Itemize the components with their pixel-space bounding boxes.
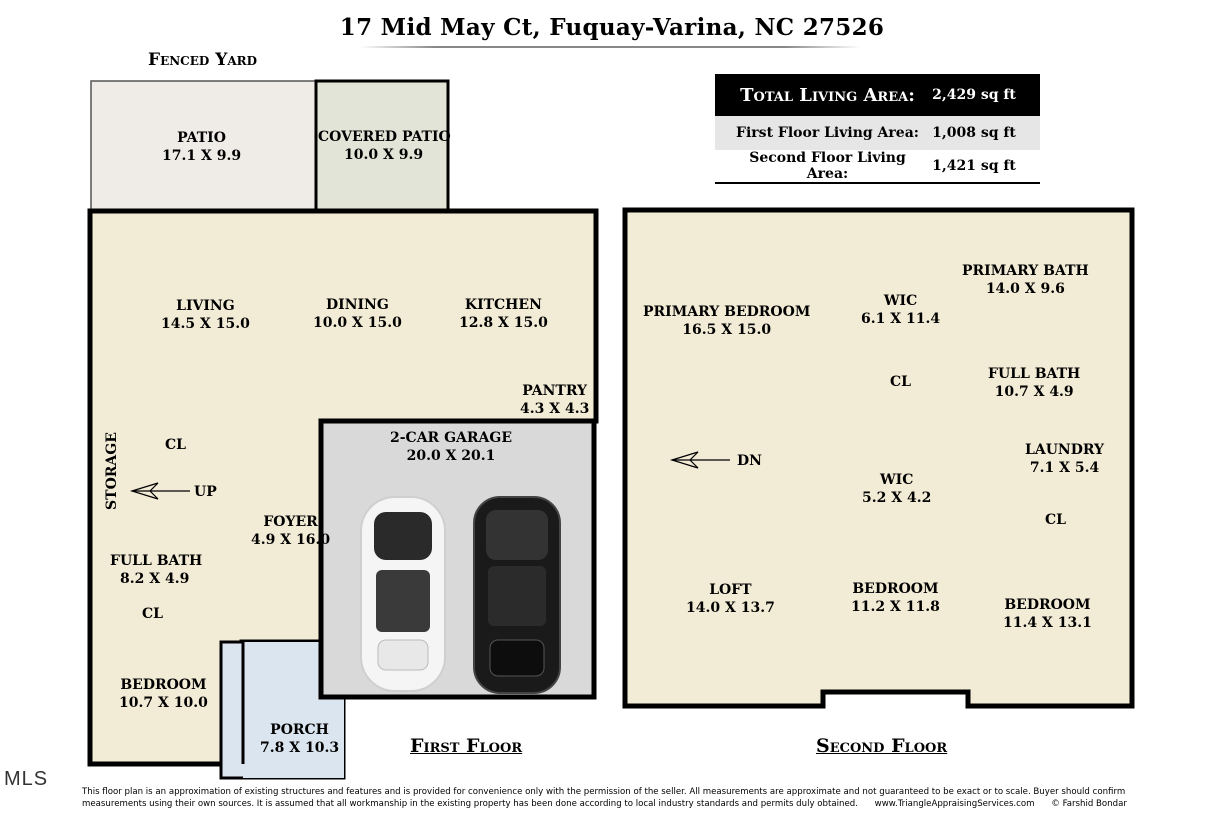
primary-bedroom-label: [643, 303, 810, 339]
white-car-image: [361, 497, 445, 691]
mls-logo: MLS: [4, 768, 49, 790]
primary-bedroom-name: PRIMARY BEDROOM: [643, 304, 811, 320]
porch-label: [260, 721, 339, 757]
porch-dims: 7.8 X 10.3: [260, 740, 340, 756]
foyer-name: FOYER: [263, 514, 318, 530]
laundry-name: LAUNDRY: [1025, 442, 1105, 458]
wic-2-dims: 5.2 X 4.2: [862, 490, 932, 506]
dining-dims: 10.0 X 15.0: [313, 315, 402, 331]
pantry-label: [520, 382, 589, 418]
up-label: UP: [194, 484, 217, 500]
wic-label-1: [861, 292, 940, 328]
bedroom-2-name: BEDROOM: [852, 581, 939, 597]
credit-site: www.TriangleAppraisingServices.com: [874, 799, 1035, 809]
dn-label: DN: [737, 453, 762, 469]
bedroom-label-first: [119, 676, 208, 712]
pantry-name: PANTRY: [522, 383, 588, 399]
first-floor-area-label: First Floor Living Area:: [736, 125, 919, 141]
black-car-image: [474, 497, 560, 693]
closet-label-3: CL: [890, 374, 911, 390]
loft-dims: 14.0 X 13.7: [686, 600, 775, 616]
fenced-yard-label: Fenced Yard: [148, 50, 258, 70]
porch-name: PORCH: [270, 722, 329, 738]
living-name: LIVING: [176, 298, 235, 314]
garage-name: 2-CAR GARAGE: [390, 430, 513, 446]
bedroom-label-second-2: [1003, 596, 1092, 632]
storage-label: STORAGE: [104, 432, 120, 510]
disclaimer-line-2: measurements using their own sources. It is assumed that all workmanship in the existing property has been done according to local industry standards and permits duly obtained.: [82, 799, 858, 809]
primary-bath-name: PRIMARY BATH: [962, 263, 1089, 279]
wic-2-name: WIC: [879, 472, 914, 488]
full-bath-name: FULL BATH: [110, 553, 203, 569]
bedroom-name: BEDROOM: [120, 677, 207, 693]
kitchen-dims: 12.8 X 15.0: [459, 315, 548, 331]
closet-label-2: CL: [142, 606, 163, 622]
covered-patio-name: COVERED PATIO: [318, 129, 451, 145]
closet-label-1: CL: [165, 437, 186, 453]
credit-author: © Farshid Bondar: [1051, 799, 1127, 809]
laundry-label: [1025, 441, 1104, 477]
pantry-dims: 4.3 X 4.3: [520, 401, 590, 417]
wic-label-2: [862, 471, 931, 507]
bedroom-3-dims: 11.4 X 13.1: [1003, 615, 1092, 631]
dining-name: DINING: [326, 297, 389, 313]
disclaimer-line-2-wrap: [82, 798, 1152, 810]
primary-bath-label: [962, 262, 1089, 298]
total-living-area-label: Total Living Area:: [740, 84, 915, 106]
full-bath-label-second: [988, 365, 1080, 401]
bedroom-2-dims: 11.2 X 11.8: [851, 599, 940, 615]
laundry-dims: 7.1 X 5.4: [1029, 460, 1100, 476]
first-floor-title: First Floor: [410, 735, 523, 757]
kitchen-name: KITCHEN: [464, 297, 542, 313]
full-bath-2-name: FULL BATH: [988, 366, 1081, 382]
patio-dims: 17.1 X 9.9: [162, 148, 242, 164]
wic-1-name: WIC: [883, 293, 918, 309]
kitchen-label: [459, 296, 548, 332]
total-living-area-value: 2,429 sq ft: [932, 87, 1016, 103]
second-floor-area-label: Second Floor Living Area:: [749, 150, 906, 182]
full-bath-2-dims: 10.7 X 4.9: [994, 384, 1074, 400]
bedroom-3-name: BEDROOM: [1004, 597, 1091, 613]
page-title: 17 Mid May Ct, Fuquay-Varina, NC 27526: [339, 14, 885, 41]
garage-label: [390, 429, 512, 465]
first-floor-area-value: 1,008 sq ft: [932, 125, 1016, 141]
living-label: [161, 297, 250, 333]
closet-label-4: CL: [1045, 512, 1066, 528]
covered-patio-dims: 10.0 X 9.9: [344, 147, 424, 163]
foyer-dims: 4.9 X 16.0: [251, 532, 331, 548]
full-bath-label-first: [110, 552, 202, 588]
second-floor-area-value: 1,421 sq ft: [932, 158, 1016, 174]
bedroom-dims: 10.7 X 10.0: [119, 695, 208, 711]
patio-label: [162, 129, 241, 165]
disclaimer: [82, 786, 1152, 810]
second-floor-title: Second Floor: [816, 735, 948, 757]
full-bath-dims: 8.2 X 4.9: [120, 571, 190, 587]
covered-patio-label: [318, 128, 451, 164]
bedroom-label-second-1: [851, 580, 940, 616]
loft-label: [686, 581, 775, 617]
disclaimer-line-1: This floor plan is an approximation of existing structures and features and is provided for convenience only with the permission of the seller. All measurements are approximate and not guaranteed to be exact or to scale. Buyer should confirm: [82, 787, 1126, 797]
patio-name: PATIO: [177, 130, 226, 146]
loft-name: LOFT: [709, 582, 752, 598]
dining-label: [313, 296, 402, 332]
garage-dims: 20.0 X 20.1: [406, 448, 496, 464]
primary-bath-dims: 14.0 X 9.6: [985, 281, 1065, 297]
living-dims: 14.5 X 15.0: [161, 316, 250, 332]
foyer-label: [251, 513, 330, 549]
wic-1-dims: 6.1 X 11.4: [861, 311, 941, 327]
primary-bedroom-dims: 16.5 X 15.0: [682, 322, 772, 338]
